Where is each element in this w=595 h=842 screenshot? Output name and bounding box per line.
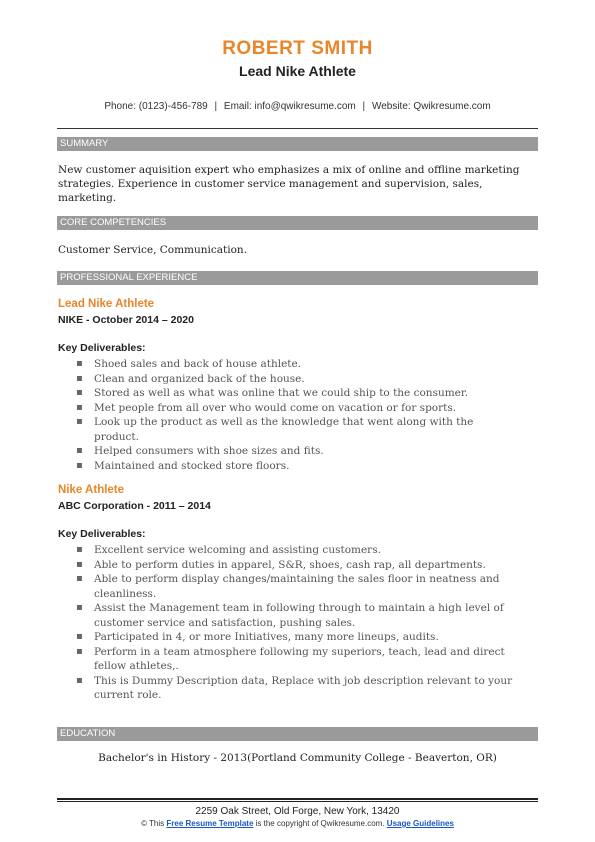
list-item: ▪ Participated in 4, or more Initiatives, many more lineups, audits.: [58, 630, 518, 645]
contact-website[interactable]: Website: Qwikresume.com: [371, 101, 491, 112]
list-item: ▪ Shoed sales and back of house athlete.: [58, 357, 518, 372]
candidate-name: ROBERT SMITH: [222, 38, 373, 59]
list-item: ▪ Able to perform duties in apparel, S&R, shoes, cash rap, all departments.: [58, 558, 518, 573]
contact-separator: |: [362, 101, 366, 112]
copyright-prefix: © This: [141, 819, 165, 828]
list-item: ▪ Met people from all over who would come on vacation or for sports.: [58, 401, 518, 416]
list-item: ▪ Stored as well as what was online that we could ship to the consumer.: [58, 386, 518, 401]
list-item: ▪ Able to perform display changes/maintaining the sales floor in neatness and cleanliness.: [58, 572, 518, 601]
key-deliverables-label: Key Deliverables:: [58, 342, 146, 354]
section-professional-experience: PROFESSIONAL EXPERIENCE: [57, 271, 538, 285]
free-resume-template-link[interactable]: Free Resume Template: [166, 819, 254, 828]
usage-guidelines-link[interactable]: Usage Guidelines: [386, 819, 454, 828]
contact-phone: Phone: (0123)-456-789: [104, 101, 208, 112]
section-education: EDUCATION: [57, 727, 538, 741]
header-divider: [57, 128, 538, 129]
footer-divider: [57, 798, 538, 800]
job-title: Nike Athlete: [58, 484, 125, 496]
job-bullets: [58, 543, 518, 703]
core-competencies-text: Customer Service, Communication.: [58, 244, 248, 256]
list-item: ▪ Perform in a team atmosphere following my superiors, teach, lead and direct fellow athletes,.: [58, 645, 518, 674]
candidate-title: Lead Nike Athlete: [239, 63, 356, 79]
section-core-competencies: CORE COMPETENCIES: [57, 216, 538, 230]
list-item: ▪ Helped consumers with shoe sizes and fits.: [58, 444, 518, 459]
contact-line: [0, 101, 595, 112]
list-item: ▪ Excellent service welcoming and assisting customers.: [58, 543, 518, 558]
list-item: ▪ Look up the product as well as the knowledge that went along with the product.: [58, 415, 518, 444]
footer-copyright: [0, 819, 595, 828]
summary-text: New customer aquisition expert who emphasizes a mix of online and offline marketing strategies. Experience in customer service management and supervision, sales, marketing.: [58, 164, 520, 204]
footer-divider: [57, 801, 538, 802]
education-entry: Bachelor's in History - 2013(Portland Community College - Beaverton, OR): [98, 752, 497, 764]
job-company: NIKE - October 2014 – 2020: [58, 314, 194, 326]
list-item: ▪ Maintained and stocked store floors.: [58, 459, 518, 474]
list-item: ▪ This is Dummy Description data, Replace with job description relevant to your current role.: [58, 674, 518, 703]
contact-separator: |: [214, 101, 218, 112]
list-item: ▪ Assist the Management team in following through to maintain a high level of customer service and satisfaction, pushing sales.: [58, 601, 518, 630]
footer-address: 2259 Oak Street, Old Forge, New York, 13420: [195, 806, 400, 817]
job-bullets: [58, 357, 518, 473]
copyright-middle: is the copyright of Qwikresume.com.: [255, 819, 385, 828]
job-title: Lead Nike Athlete: [58, 298, 155, 310]
key-deliverables-label: Key Deliverables:: [58, 528, 146, 540]
list-item: ▪ Clean and organized back of the house.: [58, 372, 518, 387]
contact-email[interactable]: Email: info@qwikresume.com: [223, 101, 356, 112]
section-summary: SUMMARY: [57, 137, 538, 151]
job-company: ABC Corporation - 2011 – 2014: [58, 500, 211, 512]
